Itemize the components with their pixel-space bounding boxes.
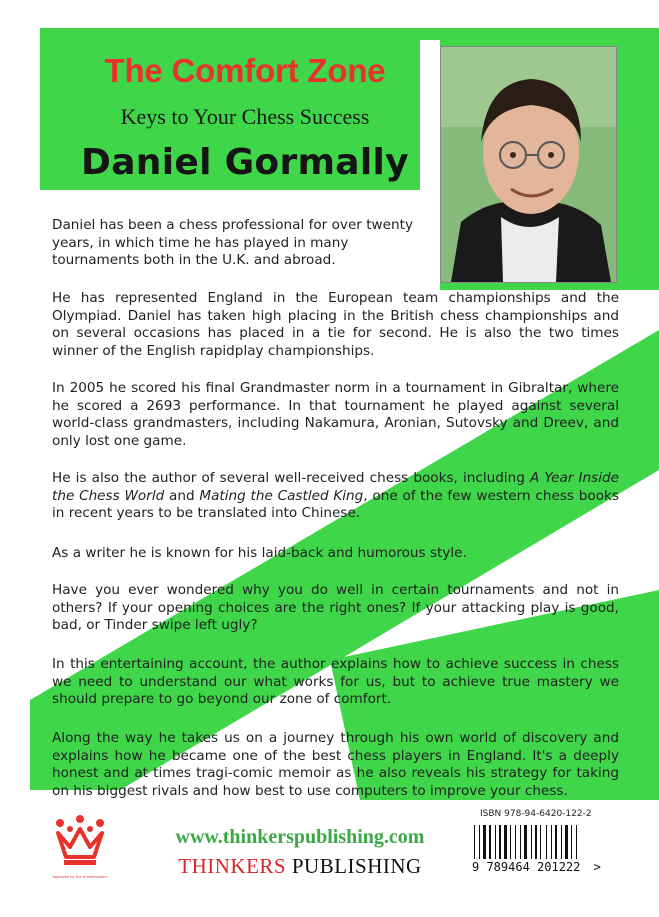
- body-paragraph-7: In this entertaining account, the author explains how to achieve success in chess we need to understand our what works for us, but to achieve true mastery we should prepare to go beyond our zone of comfort.: [52, 656, 619, 707]
- barcode-bar: [524, 825, 527, 859]
- barcode-bar: [499, 825, 501, 859]
- barcode-bar: [546, 825, 547, 859]
- publisher-name-thinkers: THINKERS: [178, 854, 287, 878]
- crown-caption: Approved by the Grandmasters: [52, 875, 108, 879]
- body-paragraph-4-and: and: [164, 487, 200, 504]
- body-paragraph-4-text-b: , one of the few western chess books in recent years to be translated into Chinese.: [52, 487, 619, 521]
- body-paragraph-5: As a writer he is known for his laid-back and humorous style.: [52, 545, 467, 561]
- book-subtitle: Keys to Your Chess Success: [120, 104, 370, 129]
- barcode-bar: [571, 825, 572, 859]
- body-paragraph-4-text-a: He is also the author of several well-received chess books, including: [52, 470, 530, 486]
- barcode-digits-row: [472, 860, 632, 874]
- barcode-bar: [565, 825, 568, 859]
- barcode-bar: [515, 825, 516, 859]
- barcode-bars: [468, 825, 628, 861]
- barcode-bar: [531, 825, 532, 859]
- book-title-1: A Year Inside the Chess World: [52, 470, 619, 504]
- body-paragraph-6: Have you ever wondered why you do well in certain tournaments and not in others? If your opening choices are the right ones? If your attacking play is good, bad, or Tinder swipe left ugly?: [52, 582, 619, 633]
- body-paragraph-1: Daniel has been a chess professional for over twenty years, in which time he has played in many tournaments both in the U.K. and abroad.: [52, 217, 414, 268]
- barcode-bar: [495, 825, 496, 859]
- book-title: The Comfort Zone: [104, 52, 386, 89]
- crown-logo: [50, 815, 110, 877]
- barcode-bar: [576, 825, 577, 859]
- barcode-bar: [504, 825, 507, 859]
- body-paragraph-2: He has represented England in the European team championships and the Olympiad. Daniel has taken high placing in the British chess championships and on several occasions has placed in a tie for second. He is also the two times winner of the English rapidplay championships.: [52, 290, 619, 359]
- body-paragraph-3: In 2005 he scored his final Grandmaster norm in a tournament in Gibraltar, where he scored a 2693 performance. In that tournament he played against several world-class grandmasters, including Nakamura, Aronian, Sutovsky and Dreev, and only lost one game.: [52, 380, 619, 449]
- crown-icon: [50, 815, 110, 877]
- barcode-digits: 9 789464 201222: [472, 860, 581, 874]
- body-paragraph-8: Along the way he takes us on a journey through his own world of discovery and explains how he became one of the best chess players in England. It's a deeply honest and at times tragi-comic memoir as he also reveals his strategy for taking on his biggest rivals and how best to use computers to improve your chess.: [52, 730, 619, 799]
- barcode-bar: [551, 825, 552, 859]
- barcode-bar: [535, 825, 537, 859]
- publisher-name: [160, 854, 440, 879]
- book-title-2: Mating the Castled King: [199, 487, 364, 504]
- publisher-name-publishing: PUBLISHING: [286, 854, 422, 878]
- barcode-bar: [520, 825, 521, 859]
- barcode-bar: [540, 825, 541, 859]
- portrait-illustration: [441, 47, 616, 282]
- author-name: Daniel Gormally: [81, 142, 409, 183]
- barcode-bar: [555, 825, 557, 859]
- barcode-bar: [561, 825, 562, 859]
- barcode-bar: [474, 825, 475, 859]
- isbn-label: ISBN 978-94-6420-122-2: [480, 809, 592, 819]
- publisher-website: www.thinkerspublishing.com: [175, 826, 425, 848]
- body-paragraph-4: [52, 470, 619, 523]
- author-photo: [440, 46, 617, 283]
- barcode-bar: [510, 825, 511, 859]
- barcode-bar: [483, 825, 486, 859]
- barcode-arrow: >: [593, 860, 601, 874]
- barcode: [468, 825, 628, 887]
- barcode-bar: [479, 825, 480, 859]
- barcode-bar: [489, 825, 491, 859]
